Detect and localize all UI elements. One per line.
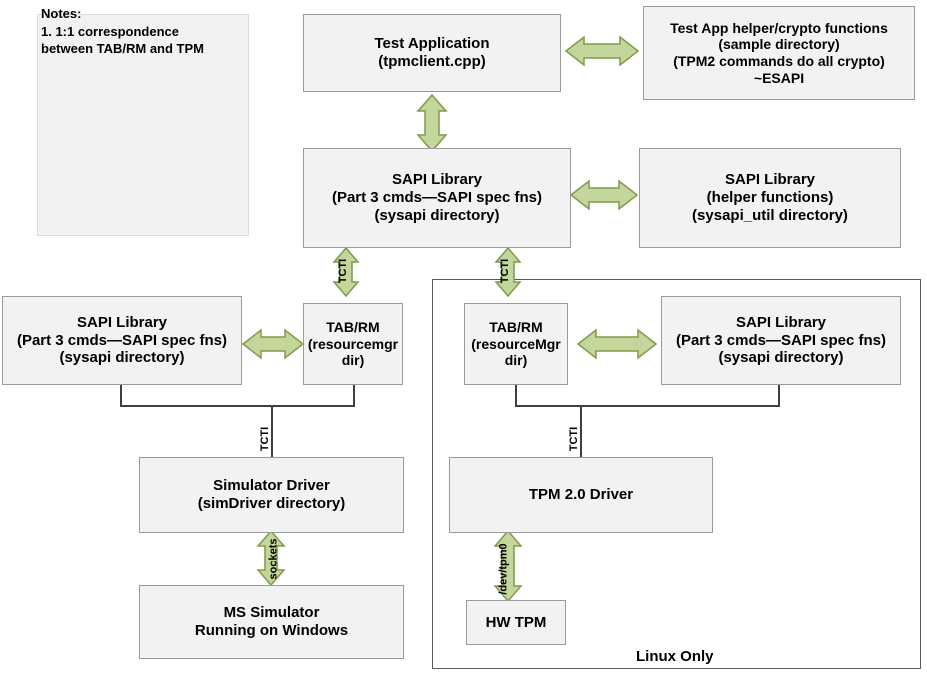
tabrm-right-line-2: (resourceMgr: [471, 335, 561, 352]
connector-line: [353, 385, 355, 407]
sapi-library-main-line-2: (Part 3 cmds—SAPI spec fns): [331, 189, 543, 207]
connector-line: [271, 405, 273, 457]
box-test-app-helper[interactable]: [643, 6, 915, 100]
ms-simulator-line-2: Running on Windows: [194, 622, 349, 639]
box-test-application[interactable]: [303, 14, 561, 92]
notes-line-2: between TAB/RM and TPM: [41, 41, 204, 56]
tabrm-left-line-1: TAB/RM: [326, 319, 380, 336]
connector-line: [120, 385, 122, 407]
tpm-driver-line-1: TPM 2.0 Driver: [528, 486, 634, 504]
box-tabrm-left[interactable]: [303, 303, 403, 385]
test-app-helper-line-1: Test App helper/crypto functions: [670, 19, 888, 36]
sapi-library-helper-line-2: (helper functions): [706, 189, 834, 207]
sapi-library-right-line-3: (sysapi directory): [718, 349, 844, 367]
sapi-library-right-line-2: (Part 3 cmds—SAPI spec fns): [675, 331, 887, 349]
notes-title: Notes:: [41, 6, 82, 21]
tabrm-left-line-3: dir): [341, 352, 365, 369]
sapi-library-main-line-1: SAPI Library: [391, 171, 483, 189]
sapi-library-helper-line-1: SAPI Library: [724, 171, 816, 189]
box-sapi-library-left[interactable]: [2, 296, 242, 385]
sapi-library-left-line-2: (Part 3 cmds—SAPI spec fns): [16, 331, 228, 349]
arrow-sapileft-tabrmleft: [243, 327, 303, 361]
arrow-testapp-helper: [566, 34, 638, 68]
simulator-driver-line-1: Simulator Driver: [213, 477, 330, 495]
arrow-tabrmright-sapiright: [578, 327, 656, 361]
box-tpm-driver[interactable]: [449, 457, 713, 533]
tabrm-left-line-2: (resourcemgr: [307, 335, 399, 352]
sapi-library-left-line-1: SAPI Library: [76, 313, 168, 331]
test-application-line-1: Test Application: [374, 35, 490, 53]
tcti-label-right-upper: TCTI: [499, 258, 512, 284]
tcti-label-left-upper: TCTI: [337, 258, 350, 284]
box-hw-tpm[interactable]: [466, 600, 566, 645]
box-sapi-library-main[interactable]: [303, 148, 571, 248]
connector-line: [778, 385, 780, 407]
connector-line: [515, 385, 517, 407]
tcti-label-right-lower: TCTI: [568, 426, 581, 452]
sapi-library-left-line-3: (sysapi directory): [59, 349, 185, 367]
simulator-driver-line-2: (simDriver directory): [197, 495, 346, 512]
box-sapi-library-helper[interactable]: [639, 148, 901, 248]
box-simulator-driver[interactable]: [139, 457, 404, 533]
ms-simulator-line-1: MS Simulator: [223, 604, 320, 622]
tabrm-right-line-1: TAB/RM: [489, 319, 543, 336]
sockets-label: sockets: [267, 538, 280, 580]
connector-line: [120, 405, 355, 407]
box-sapi-library-right[interactable]: [661, 296, 901, 385]
sapi-library-helper-line-3: (sysapi_util directory): [692, 206, 848, 224]
connector-line: [580, 405, 582, 457]
test-app-helper-line-2: (sample directory): [718, 36, 840, 53]
tabrm-right-line-3: dir): [504, 352, 528, 369]
arrow-sapi-helper: [571, 178, 637, 212]
test-app-helper-line-3: (TPM2 commands do all crypto): [673, 53, 885, 69]
linux-only-label: Linux Only: [636, 648, 714, 665]
notes-line-1: 1. 1:1 correspondence: [41, 24, 179, 39]
box-tabrm-right[interactable]: [464, 303, 568, 385]
hw-tpm-line-1: HW TPM: [485, 613, 547, 631]
sapi-library-right-line-1: SAPI Library: [735, 313, 827, 331]
test-app-helper-line-4: ~ESAPI: [753, 69, 805, 86]
sapi-library-main-line-3: (sysapi directory): [374, 206, 500, 224]
box-ms-simulator[interactable]: [139, 585, 404, 659]
tcti-label-left-lower: TCTI: [259, 426, 272, 452]
arrow-testapp-sapi: [415, 95, 449, 151]
test-application-line-2: (tpmclient.cpp): [378, 53, 486, 70]
dev-tpm0-label: /dev/tpm0: [497, 543, 510, 595]
connector-line: [515, 405, 780, 407]
